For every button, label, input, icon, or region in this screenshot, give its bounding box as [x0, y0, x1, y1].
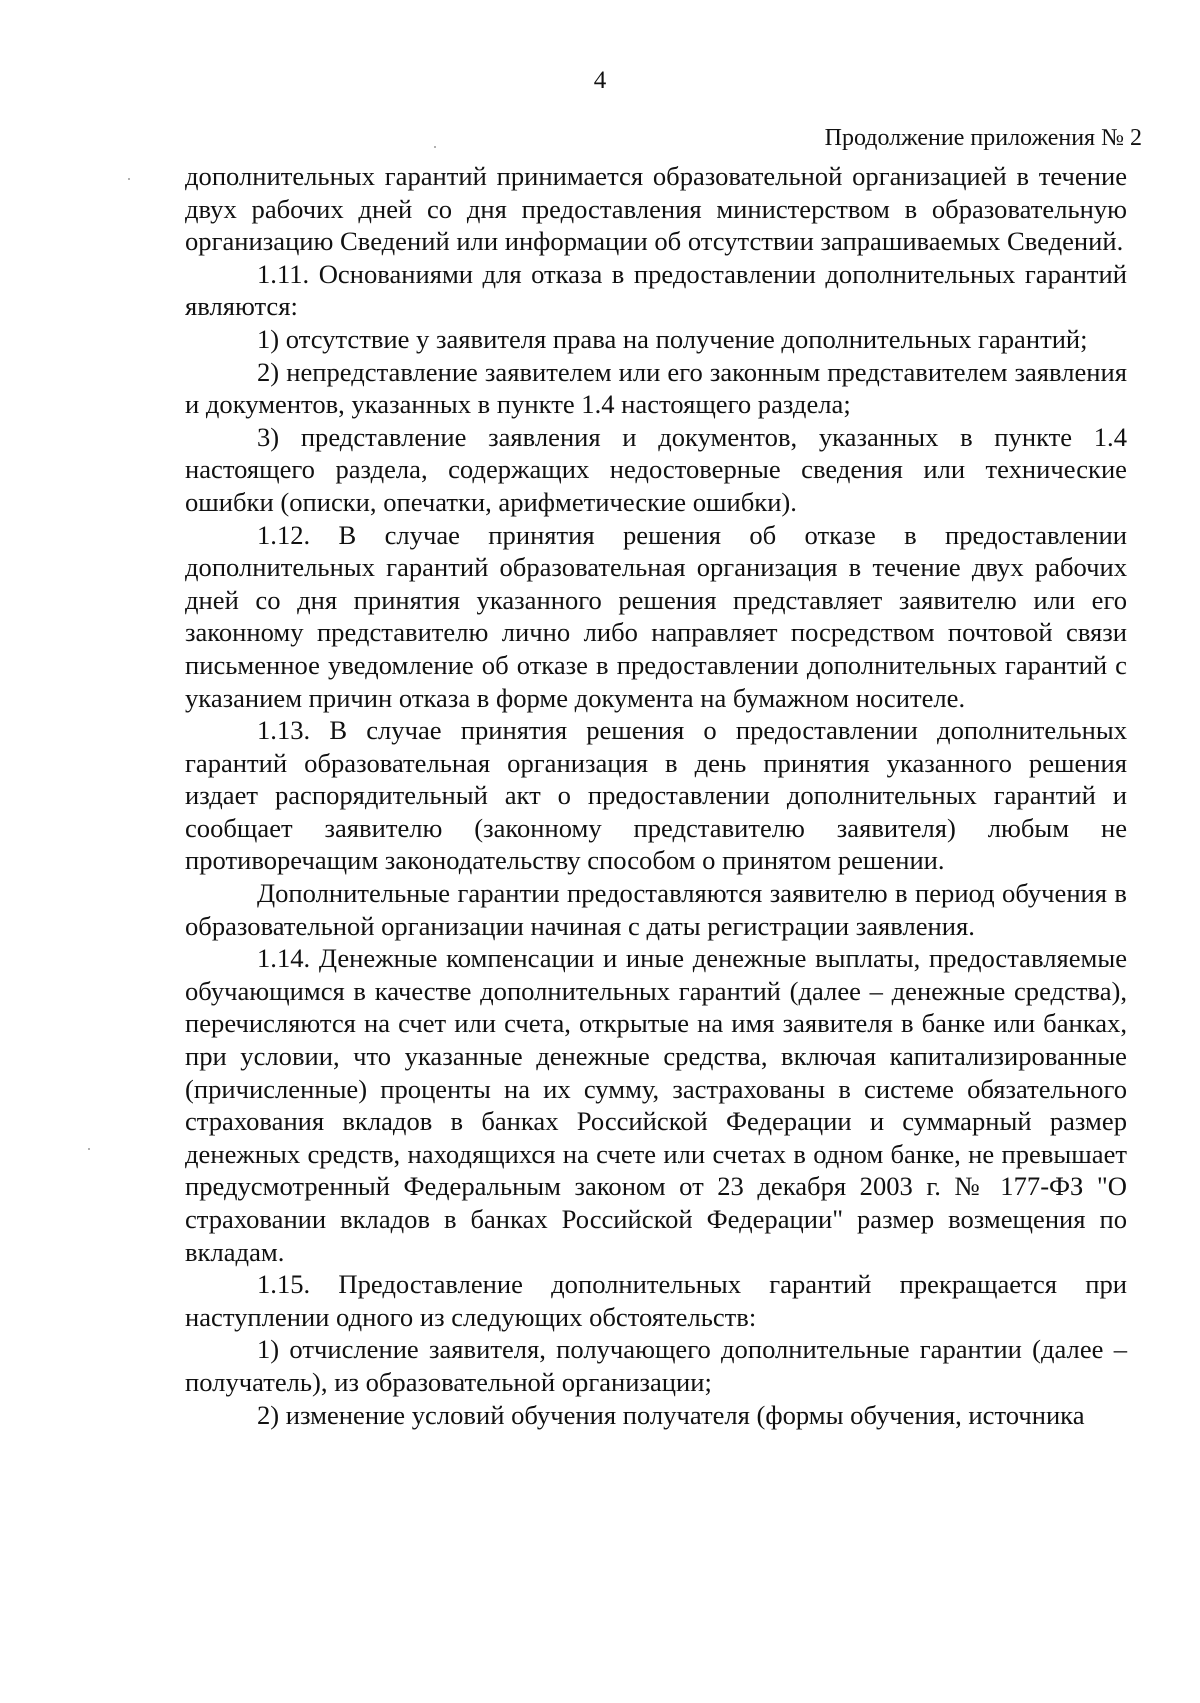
- paragraph-1-11: 1.11. Основаниями для отказа в предоставлении дополнительных гарантий являются:: [185, 258, 1127, 322]
- paragraph-1-13: 1.13. В случае принятия решения о предоставлении дополнительных гарантий образовательная организация в день принятия указанного решения издает распорядительный акт о предоставлении дополнительных гарантий и сообщает заявителю (законному представителю заявителя) любым не противоречащим законодательству способом о принятом решении.: [185, 715, 1127, 876]
- paragraph-continuation: дополнительных гарантий принимается образовательной организацией в течение двух рабочих дней со дня предоставления министерством в образовательную организацию Сведений или информации об отсутствии запрашиваемых Сведений.: [185, 161, 1127, 257]
- paragraph-1-11-item-3: 3) представление заявления и документов, указанных в пункте 1.4 настоящего раздела, содержащих недостоверные сведения или технические ошибки (описки, опечатки, арифметические ошибки).: [185, 421, 1127, 517]
- scan-speck: [128, 178, 130, 180]
- paragraph-1-11-item-2: 2) непредставление заявителем или его законным представителем заявления и документов, указанных в пункте 1.4 настоящего раздела;: [185, 356, 1127, 420]
- page-number: 4: [593, 67, 607, 94]
- document-body: [185, 160, 1127, 1431]
- paragraph-1-11-item-1: 1) отсутствие у заявителя права на получение дополнительных гарантий;: [257, 323, 1088, 354]
- scan-speck: [88, 1148, 90, 1150]
- paragraph-1-15: 1.15. Предоставление дополнительных гарантий прекращается при наступлении одного из следующих обстоятельств:: [185, 1269, 1127, 1332]
- paragraph-1-15-item-2: 2) изменение условий обучения получателя (формы обучения, источника: [257, 1399, 1085, 1430]
- paragraph-1-15-item-1: 1) отчисление заявителя, получающего дополнительные гарантии (далее – получатель), из образовательной организации;: [185, 1334, 1127, 1397]
- paragraph-1-13-additional: Дополнительные гарантии предоставляются заявителю в период обучения в образовательной организации начиная с даты регистрации заявления.: [185, 878, 1127, 941]
- appendix-continuation-label: Продолжение приложения № 2: [824, 125, 1142, 151]
- paragraph-1-12: 1.12. В случае принятия решения об отказе в предоставлении дополнительных гарантий образовательная организация в течение двух рабочих дней со дня принятия указанного решения представляет заявителю или его законному представителю лично либо направляет посредством почтовой связи письменное уведомление об отказе в предоставлении дополнительных гарантий с указанием причин отказа в форме документа на бумажном носителе.: [185, 519, 1127, 713]
- scan-speck: [434, 146, 436, 148]
- paragraph-1-14: 1.14. Денежные компенсации и иные денежные выплаты, предоставляемые обучающимся в качестве дополнительных гарантий (далее – денежные средства), перечисляются на счет или счета, открытые на имя заявителя в банке или банках, при условии, что указанные денежные средства, включая капитализированные (причисленные) проценты на их сумму, застрахованы в системе обязательного страхования вкладов в банках Российской Федерации и суммарный размер денежных средств, находящихся на счете или счетах в одном банке, не превышает предусмотренный Федеральным законом от 23 декабря 2003 г. № 177-ФЗ "О страховании вкладов в банках Российской Федерации" размер возмещения по вкладам.: [185, 943, 1127, 1267]
